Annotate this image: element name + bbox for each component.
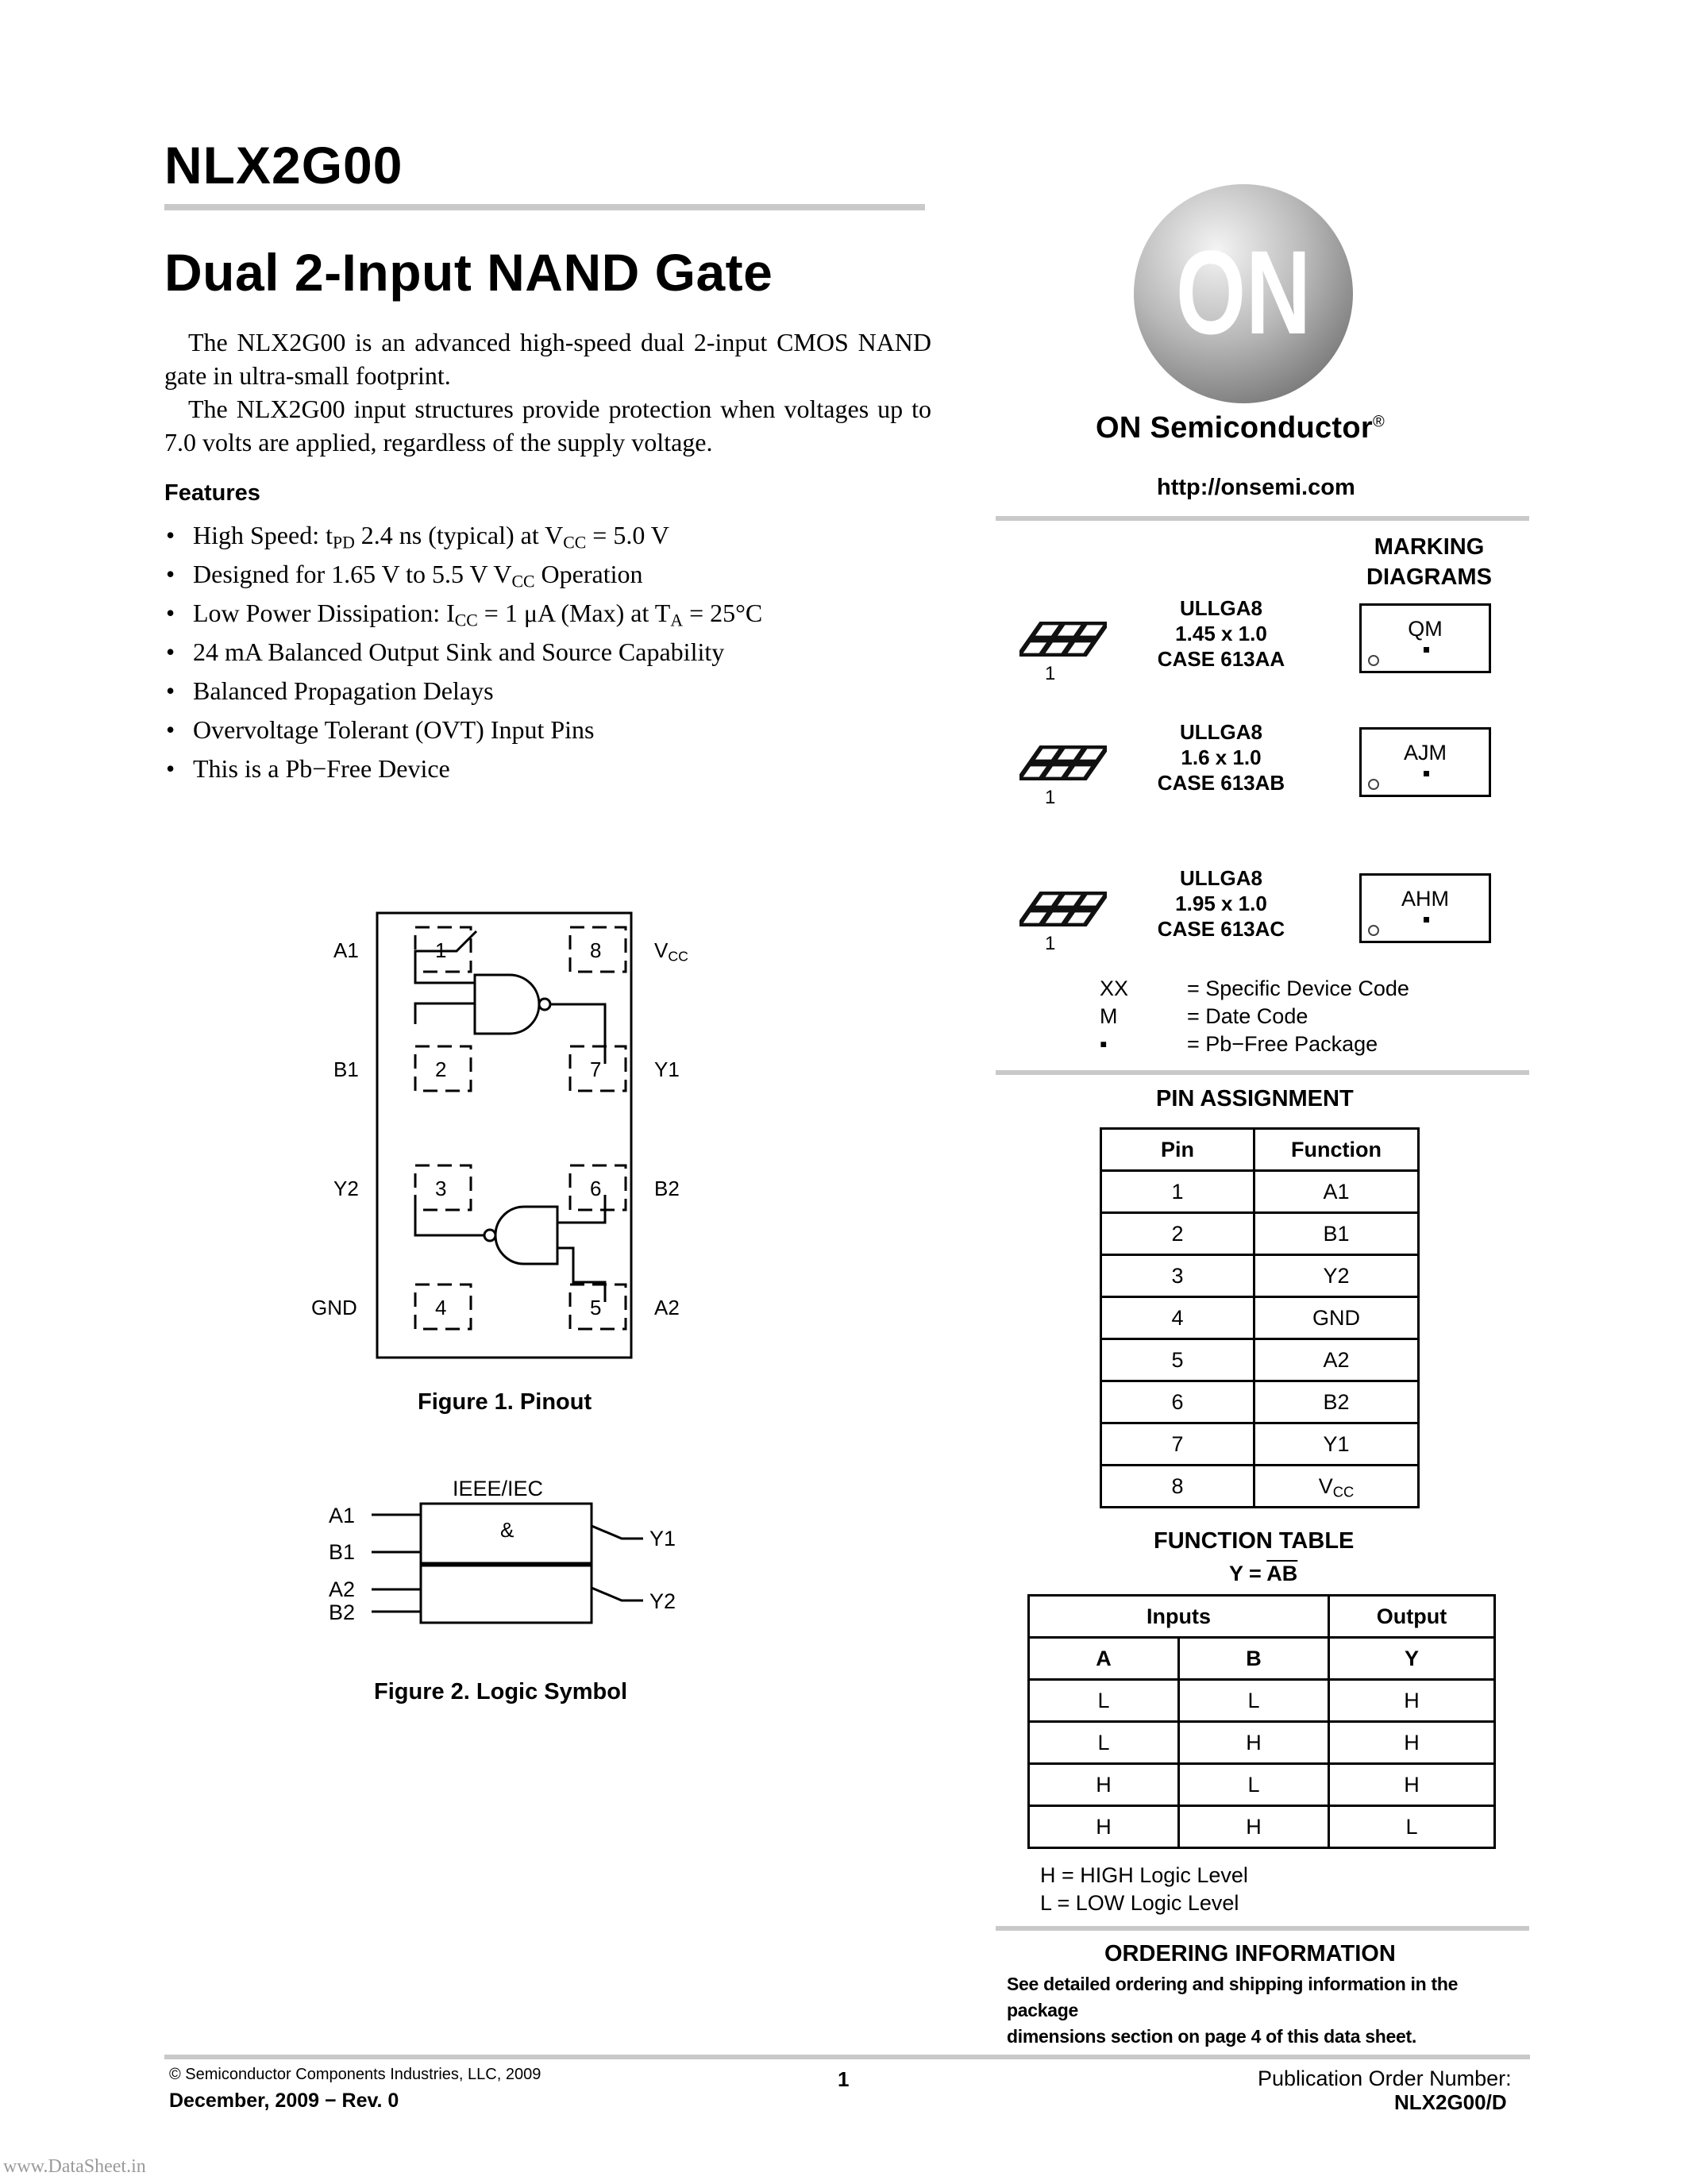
package-icon: [1019, 735, 1107, 791]
title-rule: [164, 204, 925, 210]
pin-label-vcc: [654, 938, 688, 963]
figure-2-caption: Figure 2. Logic Symbol: [374, 1679, 628, 1704]
package-icon: [1019, 881, 1107, 937]
marking-code: AJM: [1404, 741, 1447, 765]
output-label-y1: Y1: [649, 1527, 676, 1550]
package-size: 1.95 x 1.0: [1175, 892, 1267, 915]
package-info: [1134, 865, 1308, 942]
package-icon: [1019, 611, 1107, 667]
table-row: [1101, 1423, 1419, 1466]
subscript: A: [670, 611, 684, 630]
table-row: [1029, 1764, 1495, 1806]
feature-text: This is a Pb−Free Device: [193, 754, 450, 783]
legend-value: = Date Code: [1187, 1004, 1308, 1028]
table-row: [1101, 1171, 1419, 1213]
input-label-a1: A1: [329, 1504, 356, 1527]
function-cell: [1254, 1339, 1419, 1381]
output-group-header: Output: [1329, 1596, 1495, 1638]
footer-rule: [164, 2055, 1530, 2059]
input-label-b1: B1: [329, 1540, 356, 1564]
function-cell: [1254, 1171, 1419, 1213]
truth-cell: H: [1029, 1764, 1179, 1806]
part-number: NLX2G00: [164, 136, 403, 195]
feature-item: [164, 555, 942, 594]
pinout-labels: [310, 905, 754, 1381]
feature-item: [164, 749, 942, 788]
pin-number: 7: [590, 1057, 602, 1081]
pin1-circle: [1368, 655, 1379, 666]
gate-box-2: [421, 1566, 592, 1623]
features-list: [164, 516, 942, 788]
feature-text: Low Power Dissipation: I: [193, 599, 455, 627]
package-case: CASE 613AB: [1157, 771, 1285, 795]
feature-item: [164, 633, 942, 672]
subscript: PD: [332, 533, 355, 553]
package-name: ULLGA8: [1180, 720, 1262, 744]
marking-heading-line1: MARKING: [1374, 534, 1485, 560]
pin-assignment-heading: PIN ASSIGNMENT: [1156, 1086, 1354, 1111]
legend-value: = Pb−Free Package: [1187, 1032, 1378, 1056]
pin-label-a2: A2: [654, 1296, 680, 1319]
date-revision: December, 2009 − Rev. 0: [169, 2090, 399, 2112]
pin-assignment-table: [1100, 1127, 1420, 1508]
truth-cell: L: [1029, 1680, 1179, 1722]
pin-number: 5: [590, 1296, 602, 1319]
table-row: [1101, 1466, 1419, 1508]
legend-value: = Specific Device Code: [1187, 976, 1409, 1000]
pin1-indicator: 1: [1045, 787, 1056, 808]
feature-text: = 25°C: [683, 599, 763, 627]
section-rule: [996, 1926, 1529, 1931]
ordering-line-2: dimensions section on page 4 of this data sheet.: [1007, 2026, 1416, 2047]
pin1-indicator: 1: [1045, 933, 1056, 954]
function-text: A2: [1323, 1347, 1350, 1372]
note-high: H = HIGH Logic Level: [1040, 1863, 1248, 1887]
function-table-heading: FUNCTION TABLE: [1154, 1528, 1355, 1554]
note-low: L = LOW Logic Level: [1040, 1891, 1239, 1915]
marking-box: [1359, 603, 1491, 673]
function-cell: [1254, 1297, 1419, 1339]
function-cell: [1254, 1213, 1419, 1255]
pin-cell: 4: [1101, 1297, 1254, 1339]
logic-symbol-graphic: [318, 1477, 699, 1659]
column-y-header: Y: [1329, 1638, 1495, 1680]
website-link[interactable]: http://onsemi.com: [1157, 475, 1355, 500]
marking-code: AHM: [1401, 887, 1449, 911]
pin-label-b2: B2: [654, 1177, 680, 1200]
feature-text: Designed for 1.65 V to 5.5 V V: [193, 560, 512, 588]
function-text: GND: [1312, 1305, 1360, 1330]
intro-text: [164, 325, 931, 459]
function-text: Y1: [1323, 1431, 1350, 1456]
intro-paragraph-1: The NLX2G00 is an advanced high-speed dual 2-input CMOS NAND gate in ultra-small footprint.: [164, 328, 931, 390]
intro-paragraph-2: The NLX2G00 input structures provide protection when voltages up to 7.0 volts are applied, regardless of the supply voltage.: [164, 395, 931, 456]
table-row: [1101, 1255, 1419, 1297]
marking-heading-line2: DIAGRAMS: [1366, 564, 1492, 590]
pin-cell: 6: [1101, 1381, 1254, 1423]
function-text: Y2: [1323, 1263, 1350, 1288]
function-cell: [1254, 1255, 1419, 1297]
watermark: www.DataSheet.in: [3, 2156, 146, 2177]
subscript: CC: [511, 572, 535, 591]
table-row: [1101, 1213, 1419, 1255]
pin-number: 6: [590, 1177, 602, 1200]
subscript: CC: [563, 533, 587, 553]
pin-cell: 2: [1101, 1213, 1254, 1255]
on-semiconductor-logo: [1132, 183, 1355, 405]
marking-diagrams-heading: [1326, 532, 1532, 592]
document-title: Dual 2-Input NAND Gate: [164, 243, 773, 302]
feature-text: = 1 μA (Max) at T: [477, 599, 671, 627]
ordering-line-1: See detailed ordering and shipping information in the package: [1007, 1974, 1459, 2020]
marking-box: [1359, 727, 1491, 797]
feature-text: Overvoltage Tolerant (OVT) Input Pins: [193, 715, 595, 744]
truth-cell: L: [1029, 1722, 1179, 1764]
pin-number: 1: [435, 938, 447, 962]
page-number: 1: [838, 2067, 850, 2091]
package-info: [1134, 719, 1308, 795]
function-cell: [1254, 1466, 1419, 1508]
pin-label-b1: B1: [333, 1057, 359, 1081]
legend-key: ▪: [1100, 1032, 1108, 1056]
feature-text: High Speed: t: [193, 521, 333, 549]
vcc-v: V: [654, 938, 669, 962]
truth-cell: H: [1329, 1764, 1495, 1806]
table-row: [1029, 1806, 1495, 1848]
pin1-circle: [1368, 925, 1379, 936]
copyright: © Semiconductor Components Industries, LLC, 2009: [169, 2066, 541, 2083]
legend-key: M: [1100, 1004, 1118, 1028]
function-column-header: Function: [1254, 1129, 1419, 1171]
feature-item: [164, 516, 942, 555]
logic-standard-label: IEEE/IEC: [453, 1477, 544, 1500]
equation-right: $\overline{AB}$: [1266, 1562, 1298, 1585]
ordering-text: [1007, 1971, 1531, 2050]
package-size: 1.6 x 1.0: [1181, 745, 1262, 769]
pin-number: 3: [435, 1177, 447, 1200]
logo-text: ON: [1176, 225, 1311, 359]
truth-cell: L: [1179, 1680, 1329, 1722]
feature-text: Balanced Propagation Delays: [193, 676, 494, 705]
function-table: [1027, 1594, 1496, 1849]
table-row: [1101, 1381, 1419, 1423]
truth-cell: H: [1179, 1722, 1329, 1764]
function-text: V: [1318, 1473, 1333, 1498]
pb-free-dot: [1424, 771, 1429, 776]
pin-cell: 7: [1101, 1423, 1254, 1466]
pin-label-y2: Y2: [333, 1177, 359, 1200]
truth-cell: L: [1179, 1764, 1329, 1806]
pin-cell: 3: [1101, 1255, 1254, 1297]
pin-label-gnd: GND: [311, 1296, 357, 1319]
marking-box: [1359, 873, 1491, 943]
feature-item: [164, 711, 942, 749]
inputs-group-header: Inputs: [1029, 1596, 1329, 1638]
legend-row: [1100, 975, 1409, 1003]
package-size: 1.45 x 1.0: [1175, 622, 1267, 645]
pb-free-dot: [1424, 917, 1429, 923]
pb-free-dot: [1424, 647, 1429, 653]
logic-symbol: [318, 1477, 699, 1659]
column-b-header: B: [1179, 1638, 1329, 1680]
truth-cell: H: [1329, 1680, 1495, 1722]
input-label-a2: A2: [329, 1577, 356, 1601]
section-rule: [996, 1070, 1529, 1075]
feature-text: 24 mA Balanced Output Sink and Source Capability: [193, 637, 725, 666]
pin-number: 2: [435, 1057, 447, 1081]
pin-number: 8: [590, 938, 602, 962]
function-text: B1: [1323, 1221, 1350, 1246]
function-table-notes: [1040, 1862, 1248, 1917]
registered-mark: ®: [1372, 413, 1385, 431]
pin1-circle: [1368, 779, 1379, 790]
truth-cell: H: [1179, 1806, 1329, 1848]
feature-text: = 5.0 V: [586, 521, 669, 549]
input-label-b2: B2: [329, 1600, 356, 1624]
vcc-subscript: CC: [1332, 1483, 1355, 1500]
column-a-header: A: [1029, 1638, 1179, 1680]
features-heading: Features: [164, 480, 260, 506]
package-case: CASE 613AC: [1157, 917, 1285, 941]
legend-key: XX: [1100, 976, 1129, 1000]
pin-label-y1: Y1: [654, 1057, 680, 1081]
pin-cell: 1: [1101, 1171, 1254, 1213]
feature-item: [164, 672, 942, 711]
function-text: B2: [1323, 1389, 1350, 1414]
company-name-text: ON Semiconductor: [1096, 411, 1373, 445]
legend-row: [1100, 1030, 1409, 1058]
equation-left: Y =: [1229, 1562, 1267, 1585]
table-row: [1101, 1339, 1419, 1381]
legend-row: [1100, 1003, 1409, 1030]
function-cell: [1254, 1423, 1419, 1466]
package-info: [1134, 595, 1308, 672]
publication-number: NLX2G00/D: [1394, 2090, 1507, 2114]
subscript: CC: [454, 611, 478, 630]
publication-label: Publication Order Number:: [1258, 2067, 1512, 2090]
marking-legend: [1100, 975, 1409, 1058]
company-name: [1096, 411, 1385, 445]
function-equation: [1229, 1562, 1297, 1586]
feature-text: 2.4 ns (typical) at V: [354, 521, 564, 549]
package-case: CASE 613AA: [1157, 647, 1285, 671]
truth-cell: H: [1029, 1806, 1179, 1848]
function-text: A1: [1323, 1179, 1350, 1204]
table-row: [1101, 1297, 1419, 1339]
pin-cell: 5: [1101, 1339, 1254, 1381]
pin-column-header: Pin: [1101, 1129, 1254, 1171]
vcc-subscript: CC: [668, 948, 688, 965]
pin1-indicator: 1: [1045, 663, 1056, 684]
pin-cell: 8: [1101, 1466, 1254, 1508]
and-symbol: &: [500, 1518, 514, 1542]
package-name: ULLGA8: [1180, 866, 1262, 890]
marking-code: QM: [1408, 617, 1443, 641]
ordering-heading: ORDERING INFORMATION: [1104, 1941, 1396, 1966]
output-label-y2: Y2: [649, 1589, 676, 1613]
figure-1-caption: Figure 1. Pinout: [418, 1389, 592, 1415]
pin-number: 4: [435, 1296, 447, 1319]
pin-label-a1: A1: [333, 938, 359, 962]
section-rule: [996, 516, 1529, 521]
table-row: [1029, 1722, 1495, 1764]
truth-cell: H: [1329, 1722, 1495, 1764]
table-row: [1029, 1680, 1495, 1722]
feature-item: [164, 594, 942, 633]
package-name: ULLGA8: [1180, 596, 1262, 620]
feature-text: Operation: [534, 560, 643, 588]
truth-cell: L: [1329, 1806, 1495, 1848]
function-cell: [1254, 1381, 1419, 1423]
